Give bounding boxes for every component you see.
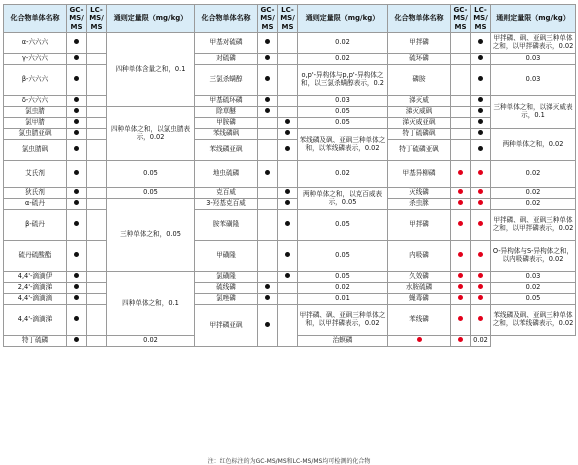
gc-mark-cell bbox=[67, 336, 87, 347]
dot-icon bbox=[74, 55, 79, 60]
limit-cell: o,p'-异构体与p,p'-异构体之和，以三氯杀螨醇表示，0.2 bbox=[298, 65, 388, 96]
limit-cell: 四种单体之和，以氯虫腈表示，0.02 bbox=[107, 107, 195, 161]
lc-mark-cell bbox=[278, 294, 298, 305]
lc-mark-cell bbox=[87, 54, 107, 65]
table-row bbox=[4, 272, 576, 283]
dot-icon bbox=[74, 273, 79, 278]
lc-mark-cell bbox=[87, 96, 107, 107]
lc-mark-cell bbox=[87, 272, 107, 283]
compound-name: 涕灭威亚砜 bbox=[388, 118, 451, 129]
dot-icon bbox=[74, 76, 79, 81]
limit-cell: 两种单体之和，0.02 bbox=[491, 129, 576, 161]
compound-name: 氯甲腈 bbox=[4, 118, 67, 129]
compound-name: δ-六六六 bbox=[4, 96, 67, 107]
limit-cell: O-异构体与S-异构体之和，以内吸磷表示，0.02 bbox=[491, 241, 576, 272]
dot-icon bbox=[458, 189, 463, 194]
compound-name: 氯磺隆 bbox=[195, 272, 258, 283]
compound-name: 特丁硫磷砜 bbox=[388, 129, 451, 140]
limit-cell: 0.05 bbox=[298, 118, 388, 129]
dot-icon bbox=[285, 146, 290, 151]
compound-name: 4,4'-滴滴涕 bbox=[4, 305, 67, 336]
compound-name: β-硫丹 bbox=[4, 210, 67, 241]
limit-cell: 0.05 bbox=[491, 294, 576, 305]
limit-cell: 0.01 bbox=[298, 294, 388, 305]
lc-mark-cell bbox=[87, 241, 107, 272]
dot-icon bbox=[265, 97, 270, 102]
dot-icon bbox=[478, 55, 483, 60]
dot-icon bbox=[285, 130, 290, 135]
dot-icon bbox=[478, 170, 483, 175]
header-compound-1: 化合物单体名称 bbox=[4, 5, 67, 33]
dot-icon bbox=[265, 170, 270, 175]
gc-mark-cell bbox=[258, 140, 278, 161]
dot-icon bbox=[478, 200, 483, 205]
dot-icon bbox=[478, 39, 483, 44]
compound-name: 灭线磷 bbox=[388, 188, 451, 199]
gc-mark-cell bbox=[258, 54, 278, 65]
lc-mark-cell bbox=[471, 241, 491, 272]
lc-mark-cell bbox=[278, 199, 298, 210]
gc-mark-cell bbox=[451, 305, 471, 336]
compound-name: 三氯杀螨醇 bbox=[195, 65, 258, 96]
gc-mark-cell bbox=[258, 107, 278, 118]
dot-icon bbox=[458, 295, 463, 300]
lc-mark-cell bbox=[471, 272, 491, 283]
header-lc-1: LC-MS/MS bbox=[87, 5, 107, 33]
dot-icon bbox=[74, 316, 79, 321]
gc-mark-cell bbox=[451, 65, 471, 96]
lc-mark-cell bbox=[87, 33, 107, 54]
gc-mark-cell bbox=[258, 161, 278, 188]
dot-icon bbox=[74, 200, 79, 205]
lc-mark-cell bbox=[87, 65, 107, 96]
lc-mark-cell bbox=[278, 96, 298, 107]
dot-icon bbox=[478, 97, 483, 102]
compound-name: 苯线磷 bbox=[388, 305, 451, 336]
dot-icon bbox=[265, 76, 270, 81]
dot-icon bbox=[265, 108, 270, 113]
gc-mark-cell bbox=[451, 33, 471, 54]
header-compound-3: 化合物单体名称 bbox=[388, 5, 451, 33]
lc-mark-cell bbox=[278, 283, 298, 294]
limit-cell: 0.02 bbox=[491, 161, 576, 188]
dot-icon bbox=[458, 200, 463, 205]
dot-icon bbox=[478, 189, 483, 194]
dot-icon bbox=[458, 273, 463, 278]
compound-name: 艾氏剂 bbox=[4, 161, 67, 188]
table-header-row bbox=[4, 5, 576, 33]
lc-mark-cell bbox=[87, 210, 107, 241]
lc-mark-cell bbox=[278, 65, 298, 96]
table-row bbox=[4, 96, 576, 107]
compound-name: 氯虫腈亚砜 bbox=[4, 129, 67, 140]
lc-mark-cell bbox=[278, 161, 298, 188]
dot-icon bbox=[478, 221, 483, 226]
lc-mark-cell bbox=[278, 305, 298, 347]
limit-cell: 0.03 bbox=[491, 65, 576, 96]
compound-name: 苯线磷砜 bbox=[195, 129, 258, 140]
lc-mark-cell bbox=[87, 129, 107, 140]
limit-cell: 甲拌磷、砜、亚砜三种单体之和，以甲拌磷表示，0.02 bbox=[491, 210, 576, 241]
dot-icon bbox=[285, 273, 290, 278]
compound-name: 除草醚 bbox=[195, 107, 258, 118]
dot-icon bbox=[74, 130, 79, 135]
dot-icon bbox=[74, 108, 79, 113]
limit-cell: 甲拌磷、砜、亚砜三种单体之和，以甲拌磷表示，0.02 bbox=[298, 305, 388, 336]
gc-mark-cell bbox=[451, 140, 471, 161]
limit-cell: 0.03 bbox=[491, 54, 576, 65]
gc-mark-cell bbox=[67, 283, 87, 294]
gc-mark-cell bbox=[67, 188, 87, 199]
compound-name: 4,4'-滴滴伊 bbox=[4, 272, 67, 283]
limit-cell: 两种单体之和，以克百威表示，0.05 bbox=[298, 188, 388, 210]
dot-icon bbox=[285, 252, 290, 257]
dot-icon bbox=[74, 221, 79, 226]
compound-name: 甲拌磷 bbox=[388, 33, 451, 54]
header-lc-3: LC-MS/MS bbox=[471, 5, 491, 33]
header-limit-3: 通则定量限（mg/kg） bbox=[491, 5, 576, 33]
compound-name: 特丁硫磷 bbox=[4, 336, 67, 347]
gc-mark-cell bbox=[451, 54, 471, 65]
compound-name: 氯虫腈 bbox=[4, 107, 67, 118]
gc-mark-cell bbox=[258, 33, 278, 54]
lc-mark-cell bbox=[471, 107, 491, 118]
limit-cell: 0.02 bbox=[471, 336, 491, 347]
dot-icon bbox=[265, 284, 270, 289]
compound-name: 对硫磷 bbox=[195, 54, 258, 65]
lc-mark-cell bbox=[87, 140, 107, 161]
compound-name: 4,4'-滴滴滴 bbox=[4, 294, 67, 305]
lc-mark-cell bbox=[278, 129, 298, 140]
gc-mark-cell bbox=[67, 96, 87, 107]
dot-icon bbox=[74, 39, 79, 44]
dot-icon bbox=[74, 170, 79, 175]
compound-name: 硫环磷 bbox=[388, 54, 451, 65]
limit-cell: 0.02 bbox=[298, 33, 388, 54]
gc-mark-cell bbox=[258, 305, 278, 347]
compound-name: 甲基硫环磷 bbox=[195, 96, 258, 107]
compound-name: 甲磺隆 bbox=[195, 241, 258, 272]
compound-name: 2,4'-滴滴涕 bbox=[4, 283, 67, 294]
gc-mark-cell bbox=[258, 210, 278, 241]
header-gc-2: GC-MS/MS bbox=[258, 5, 278, 33]
gc-mark-cell bbox=[451, 294, 471, 305]
gc-mark-cell bbox=[451, 210, 471, 241]
table-row bbox=[4, 129, 576, 140]
compound-name: γ-六六六 bbox=[4, 54, 67, 65]
dot-icon bbox=[265, 39, 270, 44]
limit-cell: 0.02 bbox=[298, 283, 388, 294]
dot-icon bbox=[478, 146, 483, 151]
compound-name: 内吸磷 bbox=[388, 241, 451, 272]
dot-icon bbox=[74, 97, 79, 102]
gc-mark-cell bbox=[451, 199, 471, 210]
limit-cell: 甲拌磷、砜、亚砜三种单体之和，以甲拌磷表示，0.02 bbox=[491, 33, 576, 54]
header-compound-2: 化合物单体名称 bbox=[195, 5, 258, 33]
lc-mark-cell bbox=[87, 161, 107, 188]
compound-name: α-硫丹 bbox=[4, 199, 67, 210]
table-row bbox=[4, 241, 576, 272]
compound-name: 氯虫腈砜 bbox=[4, 140, 67, 161]
gc-mark-cell bbox=[67, 199, 87, 210]
limit-cell: 三种单体之和，0.05 bbox=[107, 199, 195, 272]
compound-name: 涕灭威砜 bbox=[388, 107, 451, 118]
compound-name: 苯线磷亚砜 bbox=[195, 140, 258, 161]
lc-mark-cell bbox=[471, 54, 491, 65]
gc-mark-cell bbox=[258, 241, 278, 272]
compound-name: 磷胺 bbox=[388, 65, 451, 96]
gc-mark-cell bbox=[451, 283, 471, 294]
limit-cell: 四种单体之和，0.1 bbox=[107, 272, 195, 336]
dot-icon bbox=[74, 189, 79, 194]
lc-mark-cell bbox=[87, 107, 107, 118]
compound-name: 甲基异柳磷 bbox=[388, 161, 451, 188]
lc-mark-cell bbox=[471, 118, 491, 129]
gc-mark-cell bbox=[258, 272, 278, 283]
gc-mark-cell bbox=[67, 118, 87, 129]
limit-cell: 0.03 bbox=[491, 272, 576, 283]
compound-name: 胺苯磺隆 bbox=[195, 210, 258, 241]
gc-mark-cell bbox=[67, 140, 87, 161]
gc-mark-cell bbox=[67, 305, 87, 336]
compound-name: 氯唑磷 bbox=[195, 294, 258, 305]
dot-icon bbox=[265, 322, 270, 327]
lc-mark-cell bbox=[471, 294, 491, 305]
compound-name: 硫丹硫酸酯 bbox=[4, 241, 67, 272]
gc-mark-cell bbox=[258, 188, 278, 199]
compound-name: 久效磷 bbox=[388, 272, 451, 283]
compound-name: 特丁硫磷亚砜 bbox=[388, 140, 451, 161]
limit-cell: 0.02 bbox=[298, 54, 388, 65]
gc-mark-cell bbox=[451, 241, 471, 272]
lc-mark-cell bbox=[471, 161, 491, 188]
lc-mark-cell bbox=[471, 140, 491, 161]
table-row bbox=[4, 33, 576, 54]
compound-name: 3-羟基克百威 bbox=[195, 199, 258, 210]
lc-mark-cell bbox=[278, 272, 298, 283]
table-row bbox=[4, 107, 576, 118]
lc-mark-cell bbox=[87, 283, 107, 294]
dot-icon bbox=[74, 252, 79, 257]
limit-cell: 0.05 bbox=[298, 241, 388, 272]
gc-mark-cell bbox=[67, 107, 87, 118]
lc-mark-cell bbox=[471, 188, 491, 199]
limit-cell: 0.05 bbox=[107, 188, 195, 199]
gc-mark-cell bbox=[388, 336, 451, 347]
limit-cell: 0.02 bbox=[491, 199, 576, 210]
compound-name: 硫线磷 bbox=[195, 283, 258, 294]
lc-mark-cell bbox=[278, 33, 298, 54]
dot-icon bbox=[265, 55, 270, 60]
lc-mark-cell bbox=[471, 33, 491, 54]
gc-mark-cell bbox=[258, 96, 278, 107]
header-lc-2: LC-MS/MS bbox=[278, 5, 298, 33]
dot-icon bbox=[74, 295, 79, 300]
lc-mark-cell bbox=[278, 118, 298, 129]
compound-name: 杀虫脒 bbox=[388, 199, 451, 210]
dot-icon bbox=[458, 316, 463, 321]
lc-mark-cell bbox=[87, 336, 107, 347]
gc-mark-cell bbox=[258, 294, 278, 305]
lc-mark-cell bbox=[471, 210, 491, 241]
dot-icon bbox=[285, 221, 290, 226]
dot-icon bbox=[285, 119, 290, 124]
gc-mark-cell bbox=[451, 272, 471, 283]
limit-cell: 三种单体之和，以涕灭威表示，0.1 bbox=[491, 96, 576, 129]
compound-name: 水胺硫磷 bbox=[388, 283, 451, 294]
dot-icon bbox=[478, 76, 483, 81]
limit-cell: 0.05 bbox=[298, 210, 388, 241]
gc-mark-cell bbox=[67, 129, 87, 140]
limit-cell: 0.02 bbox=[491, 283, 576, 294]
dot-icon bbox=[74, 284, 79, 289]
gc-mark-cell bbox=[451, 161, 471, 188]
gc-mark-cell bbox=[67, 210, 87, 241]
compound-name: 地虫硫磷 bbox=[195, 161, 258, 188]
dot-icon bbox=[458, 337, 463, 342]
dot-icon bbox=[285, 200, 290, 205]
dot-icon bbox=[458, 221, 463, 226]
header-limit-1: 通则定量限（mg/kg） bbox=[107, 5, 195, 33]
limit-cell: 0.03 bbox=[298, 96, 388, 107]
lc-mark-cell bbox=[87, 199, 107, 210]
lc-mark-cell bbox=[471, 96, 491, 107]
table-row bbox=[4, 54, 576, 65]
dot-icon bbox=[478, 130, 483, 135]
dot-icon bbox=[458, 284, 463, 289]
dot-icon bbox=[285, 189, 290, 194]
gc-mark-cell bbox=[67, 65, 87, 96]
dot-icon bbox=[265, 295, 270, 300]
lc-mark-cell bbox=[278, 188, 298, 199]
dot-icon bbox=[458, 252, 463, 257]
limit-cell: 0.05 bbox=[298, 107, 388, 118]
gc-mark-cell bbox=[451, 129, 471, 140]
dot-icon bbox=[74, 146, 79, 151]
lc-mark-cell bbox=[471, 65, 491, 96]
compound-name: 甲基对硫磷 bbox=[195, 33, 258, 54]
table-row bbox=[4, 199, 576, 210]
limit-cell: 0.02 bbox=[298, 161, 388, 188]
dot-icon bbox=[74, 337, 79, 342]
lc-mark-cell bbox=[87, 294, 107, 305]
table-row bbox=[4, 118, 576, 129]
dot-icon bbox=[478, 119, 483, 124]
table-row bbox=[4, 188, 576, 199]
compound-name: 涕灭威 bbox=[388, 96, 451, 107]
table-body bbox=[4, 33, 576, 347]
lc-mark-cell bbox=[278, 107, 298, 118]
gc-mark-cell bbox=[451, 118, 471, 129]
limit-cell: 0.02 bbox=[491, 188, 576, 199]
compound-name: 治螟磷 bbox=[298, 336, 388, 347]
limit-cell: 苯线磷及砜、亚砜三种单体之和，以苯线磷表示，0.02 bbox=[298, 129, 388, 161]
header-limit-2: 通则定量限（mg/kg） bbox=[298, 5, 388, 33]
compound-name: 蝇毒磷 bbox=[388, 294, 451, 305]
dot-icon bbox=[458, 170, 463, 175]
compound-name: 狄氏剂 bbox=[4, 188, 67, 199]
lc-mark-cell bbox=[278, 54, 298, 65]
table-row bbox=[4, 210, 576, 241]
lc-mark-cell bbox=[278, 140, 298, 161]
gc-mark-cell bbox=[451, 107, 471, 118]
gc-mark-cell bbox=[451, 96, 471, 107]
lc-mark-cell bbox=[87, 118, 107, 129]
dot-icon bbox=[74, 119, 79, 124]
compound-name: β-六六六 bbox=[4, 65, 67, 96]
lc-mark-cell bbox=[471, 129, 491, 140]
dot-icon bbox=[417, 337, 422, 342]
dot-icon bbox=[478, 273, 483, 278]
gc-mark-cell bbox=[67, 241, 87, 272]
limit-cell: 苯线磷及砜、亚砜三种单体之和，以苯线磷表示，0.02 bbox=[491, 305, 576, 336]
gc-mark-cell bbox=[258, 283, 278, 294]
limit-cell: 0.02 bbox=[107, 336, 195, 347]
compound-name: 甲拌磷 bbox=[388, 210, 451, 241]
compound-name: 甲拌磷亚砜 bbox=[195, 305, 258, 347]
limit-cell: 0.05 bbox=[298, 272, 388, 283]
gc-mark-cell bbox=[451, 188, 471, 199]
lc-mark-cell bbox=[87, 188, 107, 199]
gc-mark-cell bbox=[258, 65, 278, 96]
dot-icon bbox=[478, 252, 483, 257]
gc-mark-cell bbox=[258, 199, 278, 210]
gc-mark-cell bbox=[67, 294, 87, 305]
dot-icon bbox=[478, 295, 483, 300]
table-row bbox=[4, 305, 576, 336]
lc-mark-cell bbox=[87, 305, 107, 336]
header-gc-1: GC-MS/MS bbox=[67, 5, 87, 33]
dot-icon bbox=[478, 284, 483, 289]
dot-icon bbox=[478, 316, 483, 321]
table-row bbox=[4, 65, 576, 96]
lc-mark-cell bbox=[278, 210, 298, 241]
table-row bbox=[4, 283, 576, 294]
lc-mark-cell bbox=[471, 305, 491, 336]
gc-mark-cell bbox=[67, 272, 87, 283]
gc-mark-cell bbox=[258, 129, 278, 140]
pesticide-limit-table bbox=[3, 4, 576, 347]
gc-mark-cell bbox=[67, 161, 87, 188]
gc-mark-cell bbox=[258, 118, 278, 129]
table-row bbox=[4, 294, 576, 305]
table-row bbox=[4, 161, 576, 188]
limit-cell: 0.05 bbox=[107, 161, 195, 188]
lc-mark-cell bbox=[451, 336, 471, 347]
compound-name: α-六六六 bbox=[4, 33, 67, 54]
gc-mark-cell bbox=[67, 33, 87, 54]
compound-name: 克百威 bbox=[195, 188, 258, 199]
table-row bbox=[4, 140, 576, 161]
limit-cell: 四种单体含量之和，0.1 bbox=[107, 33, 195, 107]
header-gc-3: GC-MS/MS bbox=[451, 5, 471, 33]
lc-mark-cell bbox=[471, 283, 491, 294]
dot-icon bbox=[478, 108, 483, 113]
lc-mark-cell bbox=[278, 241, 298, 272]
compound-name: 甲胺磷 bbox=[195, 118, 258, 129]
gc-mark-cell bbox=[67, 54, 87, 65]
lc-mark-cell bbox=[471, 199, 491, 210]
table-caption: 注：红色标注的为GC-MS/MS和LC-MS/MS均可检测的化合物 bbox=[207, 458, 371, 465]
